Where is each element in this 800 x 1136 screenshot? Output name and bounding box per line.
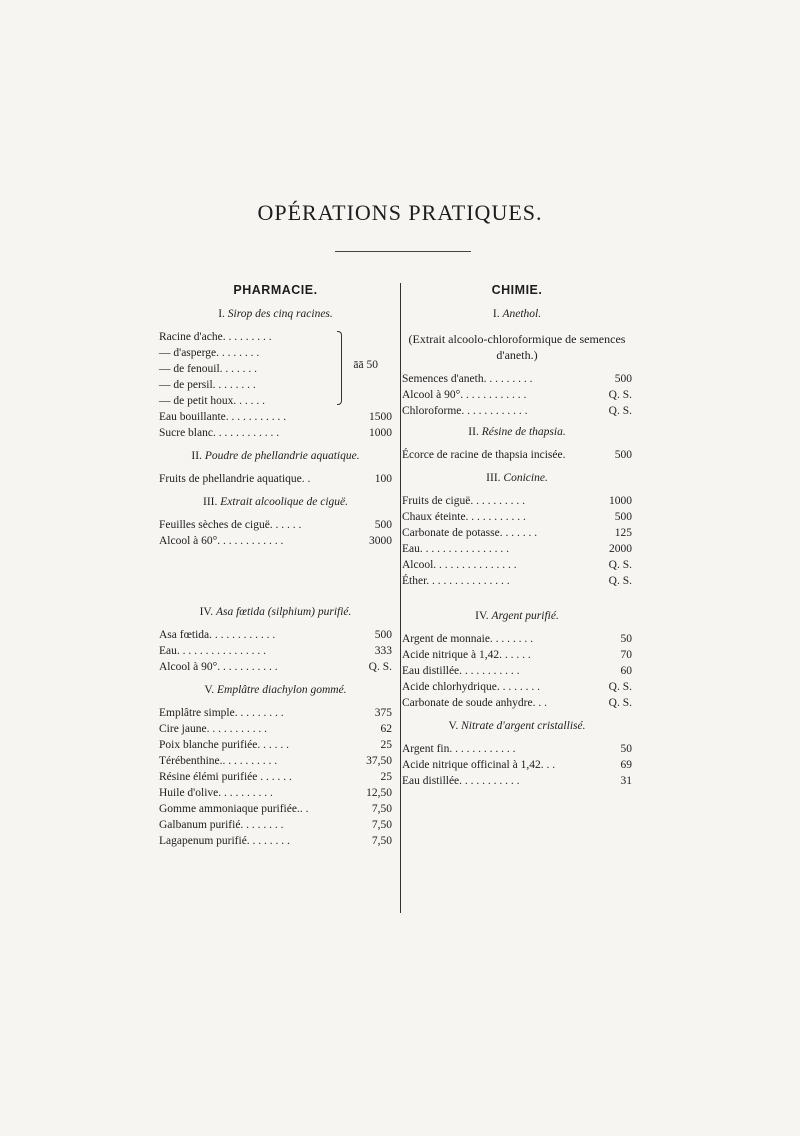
- section-note: (Extrait alcoolo-chloroformique de semences d'aneth.): [408, 332, 626, 362]
- ingredient-quantity: 25: [380, 739, 392, 751]
- ingredient-name: Gomme ammoniaque purifiée.. .: [159, 803, 309, 815]
- ingredient-quantity: 60: [620, 665, 632, 677]
- section-title: [402, 607, 632, 625]
- ingredient-name: Semences d'aneth. . . . . . . . .: [402, 373, 533, 385]
- recipe-section: [159, 305, 392, 441]
- ingredient-name: Eau distillée. . . . . . . . . . .: [402, 775, 520, 787]
- ingredient-row: [402, 679, 632, 695]
- ingredient-name: Sucre blanc. . . . . . . . . . . .: [159, 427, 280, 439]
- section-number: I.: [492, 308, 500, 320]
- ingredient-row: [402, 573, 632, 589]
- ingredient-name: Cire jaune. . . . . . . . . . .: [159, 723, 267, 735]
- ingredient-name: Alcool à 90°. . . . . . . . . . .: [159, 661, 278, 673]
- chimie-column: [402, 281, 632, 789]
- ingredient-quantity: 37,50: [366, 755, 392, 767]
- ingredient-row: [402, 447, 632, 463]
- brace: [337, 331, 342, 405]
- ingredient-row: [402, 387, 632, 403]
- ingredient-quantity: 25: [380, 771, 392, 783]
- ingredient-row: [402, 773, 632, 789]
- section-number: IV.: [475, 610, 489, 622]
- ingredient-quantity: Q. S.: [608, 697, 632, 709]
- ingredient-quantity: 100: [374, 473, 392, 485]
- section-number: V.: [448, 720, 459, 732]
- ingredient-row: [402, 509, 632, 525]
- ingredient-name: Eau distillée. . . . . . . . . . .: [402, 665, 520, 677]
- ingredient-name: Alcool. . . . . . . . . . . . . . .: [402, 559, 517, 571]
- section-title: [159, 603, 392, 621]
- ingredient-name: Carbonate de potasse. . . . . . .: [402, 527, 538, 539]
- ingredient-list: [159, 517, 392, 549]
- ingredient-row: [159, 471, 392, 487]
- ingredient-row: [402, 371, 632, 387]
- ingredient-row: [402, 525, 632, 541]
- ingredient-quantity: 333: [374, 645, 392, 657]
- ingredient-name: Chaux éteinte. . . . . . . . . . .: [402, 511, 526, 523]
- ingredient-name: Acide nitrique à 1,42. . . . . .: [402, 649, 531, 661]
- ingredient-row: [402, 557, 632, 573]
- ingredient-quantity: Q. S.: [608, 405, 632, 417]
- ingredient-name: Fruits de ciguë. . . . . . . . . .: [402, 495, 525, 507]
- section-title: [159, 447, 392, 465]
- ingredient-name: — de petit houx. . . . . .: [159, 395, 266, 407]
- recipe-section: [159, 681, 392, 849]
- ingredient-row: [159, 533, 392, 549]
- ingredient-name: Fruits de phellandrie aquatique. .: [159, 473, 311, 485]
- ingredient-name: Résine élémi purifiée . . . . . .: [159, 771, 292, 783]
- section-title: [402, 469, 632, 487]
- ingredient-name: Carbonate de soude anhydre. . .: [402, 697, 547, 709]
- grouped-ingredients: [159, 329, 392, 409]
- ingredient-name: Alcool à 90°. . . . . . . . . . . .: [402, 389, 527, 401]
- ingredient-row: [159, 801, 392, 817]
- ingredient-quantity: 7,50: [371, 819, 392, 831]
- ingredient-row: [159, 721, 392, 737]
- ingredient-quantity: Q. S.: [608, 559, 632, 571]
- ingredient-list: [402, 741, 632, 789]
- ingredient-row: [159, 785, 392, 801]
- column-heading: CHIMIE.: [491, 283, 543, 297]
- ingredient-quantity: 70: [620, 649, 632, 661]
- ingredient-name: Galbanum purifié. . . . . . . .: [159, 819, 284, 831]
- section-number: V.: [204, 684, 215, 696]
- ingredient-row: [159, 627, 392, 643]
- section-number: III.: [486, 472, 501, 484]
- ingredient-quantity: 375: [374, 707, 392, 719]
- ingredient-name: — de persil. . . . . . . .: [159, 379, 256, 391]
- ingredient-quantity: 1000: [369, 427, 392, 439]
- recipe-section: [159, 447, 392, 487]
- section-number: I.: [218, 308, 225, 320]
- section-name: Conicine.: [503, 472, 548, 484]
- ingredient-list: [402, 493, 632, 589]
- ingredient-name: Emplâtre simple. . . . . . . . .: [159, 707, 284, 719]
- ingredient-quantity: 500: [374, 629, 392, 641]
- ingredient-row: [402, 541, 632, 557]
- ingredient-list: [402, 447, 632, 463]
- recipe-section: [159, 603, 392, 675]
- ingredient-quantity: 500: [614, 511, 632, 523]
- page-title: OPÉRATIONS PRATIQUES.: [257, 200, 543, 225]
- ingredient-list: [159, 471, 392, 487]
- ingredient-list: [402, 371, 632, 419]
- ingredient-name: Lagapenum purifié. . . . . . . .: [159, 835, 290, 847]
- ingredient-quantity: 2000: [609, 543, 632, 555]
- ingredient-quantity: 12,50: [366, 787, 392, 799]
- ingredient-quantity: 50: [620, 633, 632, 645]
- ingredient-quantity: 1500: [369, 411, 392, 423]
- section-number: II.: [191, 450, 202, 462]
- shared-quantity: āā 50: [353, 359, 378, 371]
- ingredient-row: [159, 329, 392, 345]
- ingredient-row: [402, 663, 632, 679]
- recipe-section: [402, 469, 632, 589]
- ingredient-name: — d'asperge. . . . . . . .: [159, 347, 260, 359]
- section-name: Extrait alcoolique de ciguë.: [220, 496, 348, 508]
- ingredient-name: Eau. . . . . . . . . . . . . . . .: [402, 543, 510, 555]
- recipe-section: [402, 717, 632, 789]
- section-title: [159, 305, 392, 323]
- ingredient-row: [159, 517, 392, 533]
- ingredient-quantity: 125: [614, 527, 632, 539]
- ingredient-row: [402, 695, 632, 711]
- ingredient-list: [159, 705, 392, 849]
- ingredient-list: [159, 627, 392, 675]
- section-number: II.: [468, 426, 479, 438]
- ingredient-row: [159, 753, 392, 769]
- ingredient-name: Huile d'olive. . . . . . . . . .: [159, 787, 273, 799]
- ingredient-quantity: Q. S.: [608, 575, 632, 587]
- ingredient-quantity: 3000: [369, 535, 392, 547]
- ingredient-row: [159, 833, 392, 849]
- section-number: IV.: [199, 606, 214, 618]
- ingredient-row: [159, 817, 392, 833]
- ingredient-row: [159, 377, 392, 393]
- column-divider: [400, 283, 401, 913]
- section-name: Poudre de phellandrie aquatique.: [204, 450, 360, 462]
- ingredient-quantity: 500: [614, 373, 632, 385]
- ingredient-name: — de fenouil. . . . . . .: [159, 363, 258, 375]
- ingredient-name: Acide chlorhydrique. . . . . . . .: [402, 681, 540, 693]
- ingredient-name: Alcool à 60°. . . . . . . . . . . .: [159, 535, 284, 547]
- ingredient-name: Feuilles sèches de ciguë. . . . . .: [159, 519, 302, 531]
- ingredient-name: Acide nitrique officinal à 1,42. . .: [402, 759, 556, 771]
- ingredient-list: [159, 409, 392, 441]
- section-name: Anethol.: [502, 308, 542, 320]
- ingredient-row: [159, 643, 392, 659]
- section-title: [159, 493, 392, 511]
- recipe-section: [402, 423, 632, 463]
- ingredient-row: [402, 403, 632, 419]
- ingredient-quantity: Q. S.: [608, 389, 632, 401]
- ingredient-name: Éther. . . . . . . . . . . . . . .: [402, 575, 510, 587]
- ingredient-quantity: 7,50: [371, 803, 392, 815]
- section-title: [159, 681, 392, 699]
- section-name: Sirop des cinq racines.: [227, 308, 333, 320]
- pharmacie-column: [159, 281, 392, 849]
- ingredient-name: Eau bouillante. . . . . . . . . . .: [159, 411, 287, 423]
- ingredient-name: Racine d'ache. . . . . . . . .: [159, 331, 272, 343]
- ingredient-row: [402, 757, 632, 773]
- ingredient-row: [159, 737, 392, 753]
- section-number: III.: [203, 496, 218, 508]
- ingredient-quantity: Q. S.: [608, 681, 632, 693]
- section-title: [402, 423, 632, 441]
- ingredient-quantity: 7,50: [371, 835, 392, 847]
- ingredient-row: [402, 493, 632, 509]
- ingredient-quantity: 31: [620, 775, 632, 787]
- recipe-section: [402, 607, 632, 711]
- ingredient-row: [159, 769, 392, 785]
- ingredient-name: Chloroforme. . . . . . . . . . . .: [402, 405, 528, 417]
- ingredient-row: [159, 393, 392, 409]
- ingredient-row: [159, 425, 392, 441]
- recipe-section: [402, 305, 632, 419]
- section-name: Nitrate d'argent cristallisé.: [461, 720, 586, 732]
- ingredient-name: Eau. . . . . . . . . . . . . . . .: [159, 645, 267, 657]
- section-name: Résine de thapsia.: [481, 426, 566, 438]
- ingredient-quantity: 62: [380, 723, 392, 735]
- section-name: Emplâtre diachylon gommé.: [217, 684, 347, 696]
- column-heading: PHARMACIE.: [233, 283, 318, 297]
- ingredient-name: Poix blanche purifiée. . . . . .: [159, 739, 289, 751]
- ingredient-row: [159, 659, 392, 675]
- ingredient-name: Écorce de racine de thapsia incisée.: [402, 449, 566, 461]
- section-title: [402, 305, 632, 323]
- ingredient-name: Argent fin. . . . . . . . . . . .: [402, 743, 516, 755]
- ingredient-quantity: 50: [620, 743, 632, 755]
- ingredient-name: Asa fœtida. . . . . . . . . . . .: [159, 629, 276, 641]
- section-name: Argent purifié.: [491, 610, 559, 622]
- ingredient-quantity: 500: [614, 449, 632, 461]
- recipe-section: [159, 493, 392, 549]
- ingredient-row: [402, 647, 632, 663]
- ingredient-list: [402, 631, 632, 711]
- ingredient-row: [402, 631, 632, 647]
- ingredient-quantity: Q. S.: [368, 661, 392, 673]
- ingredient-quantity: 1000: [609, 495, 632, 507]
- ingredient-name: Térébenthine.. . . . . . . . . .: [159, 755, 278, 767]
- section-title: [402, 717, 632, 735]
- ingredient-row: [159, 409, 392, 425]
- title-rule: [335, 251, 471, 252]
- ingredient-name: Argent de monnaie. . . . . . . .: [402, 633, 534, 645]
- section-name: Asa fœtida (silphium) purifié.: [215, 606, 352, 618]
- ingredient-quantity: 500: [374, 519, 392, 531]
- ingredient-quantity: 69: [620, 759, 632, 771]
- ingredient-row: [402, 741, 632, 757]
- ingredient-row: [159, 705, 392, 721]
